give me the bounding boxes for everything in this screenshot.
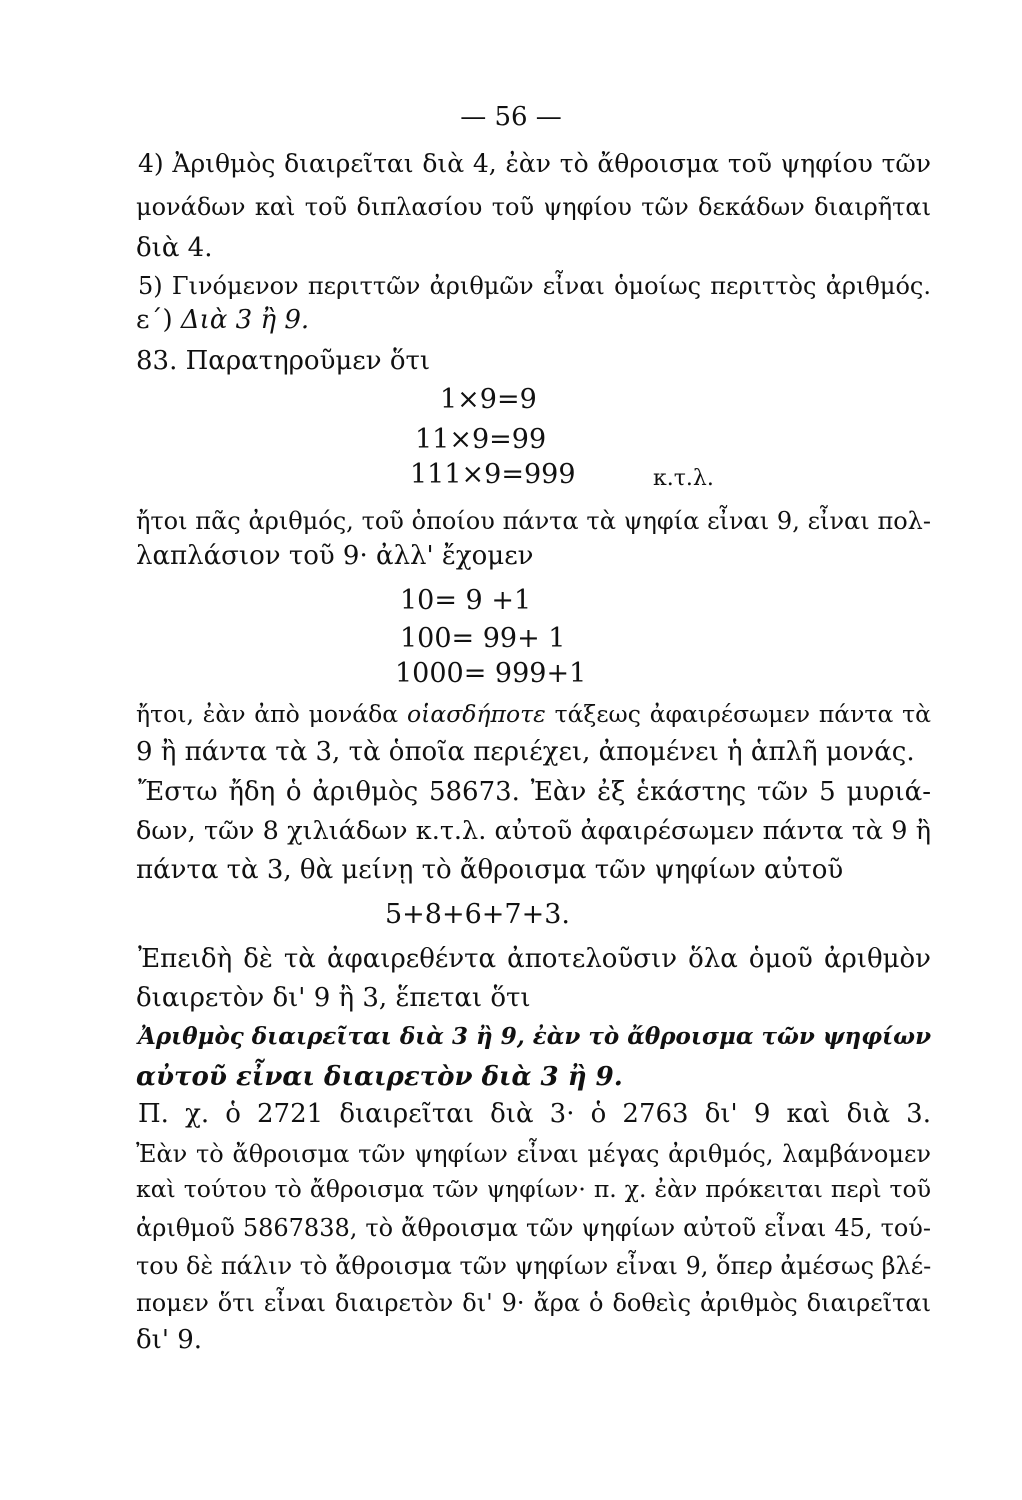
section-83-intro: 83. Παρατηροῦμεν ὅτι (136, 346, 431, 376)
example-line-4: ἀριθμοῦ 5867838, τὸ ἄθροισμα τῶν ψηφίων αὐτοῦ εἶναι 45, τού- (136, 1214, 931, 1242)
paragraph-1-line-2: λαπλάσιον τοῦ 9· ἀλλ' ἔχομεν (136, 541, 534, 571)
item-5-line-1: 5) Γινόμενον περιττῶν ἀριθμῶν εἶναι ὁμοίως περιττὸς ἀριθμός. (138, 272, 931, 300)
paragraph-2-line-2: 9 ἢ πάντα τὰ 3, τὰ ὁποῖα περιέχει, ἀπομένει ἡ ἁπλῆ μονάς. (136, 737, 915, 767)
subsection-label: ε΄) (136, 305, 173, 335)
item-4-line-1: 4) Ἀριθμὸς διαιρεῖται διὰ 4, ἐὰν τὸ ἄθροισμα τοῦ ψηφίου τῶν (138, 149, 931, 178)
example-line-1: Π. χ. ὁ 2721 διαιρεῖται διὰ 3· ὁ 2763 δι' 9 καὶ διὰ 3. (138, 1099, 931, 1129)
equation-2: 11×9=99 (415, 424, 547, 455)
paragraph-4-line-2: διαιρετὸν δι' 9 ἢ 3, ἕπεται ὅτι (136, 983, 531, 1013)
equation-5: 100= 99+ 1 (400, 623, 566, 654)
paragraph-4-line-1: Ἐπειδὴ δὲ τὰ ἀφαιρεθέντα ἀποτελοῦσιν ὅλα ὁμοῦ ἀριθμὸν (138, 944, 931, 974)
paragraph-3-line-3: πάντα τὰ 3, θὰ μείνῃ τὸ ἄθροισμα τῶν ψηφίων αὐτοῦ (136, 855, 844, 885)
rule-line-2: αὐτοῦ εἶναι διαιρετὸν διὰ 3 ἢ 9. (136, 1062, 623, 1092)
example-line-2: Ἐὰν τὸ ἄθροισμα τῶν ψηφίων εἶναι μέγας ἀριθμός, λαμβάνομεν (136, 1140, 931, 1168)
paragraph-1-line-1: ἤτοι πᾶς ἀριθμός, τοῦ ὁποίου πάντα τὰ ψηφία εἶναι 9, εἶναι πολ- (136, 507, 931, 535)
example-line-3: καὶ τούτου τὸ ἄθροισμα τῶν ψηφίων· π. χ. ἐὰν πρόκειται περὶ τοῦ (136, 1175, 931, 1203)
equation-1: 1×9=9 (440, 384, 537, 415)
digit-sum-equation: 5+8+6+7+3. (385, 899, 570, 930)
example-line-6: πομεν ὅτι εἶναι διαιρετὸν δι' 9· ἄρα ὁ δοθεὶς ἀριθμὸς διαιρεῖται (136, 1289, 931, 1317)
paragraph-3-line-1: Ἔστω ἤδη ὁ ἀριθμὸς 58673. Ἐὰν ἐξ ἑκάστης τῶν 5 μυριά- (138, 777, 931, 807)
paragraph-2-line-1 (136, 697, 931, 731)
equation-3: 111×9=999 (410, 459, 576, 490)
page-number: — 56 — (460, 102, 562, 132)
paragraph-2-line-1-end: τάξεως ἀφαιρέσωμεν πάντα τὰ (554, 700, 931, 728)
equation-6: 1000= 999+1 (395, 658, 587, 689)
subsection-heading (136, 303, 931, 337)
paragraph-2-line-1-start: ἤτοι, ἐὰν ἀπὸ μονάδα (136, 700, 399, 728)
equation-4: 10= 9 +1 (400, 585, 532, 616)
example-line-7: δι' 9. (136, 1325, 203, 1355)
etc-abbreviation: κ.τ.λ. (653, 466, 714, 491)
example-line-5: του δὲ πάλιν τὸ ἄθροισμα τῶν ψηφίων εἶναι 9, ὅπερ ἀμέσως βλέ- (136, 1252, 932, 1280)
paragraph-3-line-2: δων, τῶν 8 χιλιάδων κ.τ.λ. αὐτοῦ ἀφαιρέσωμεν πάντα τὰ 9 ἢ (136, 816, 931, 846)
item-4-line-3: διὰ 4. (136, 233, 213, 263)
subsection-title: Διὰ 3 ἢ 9. (180, 305, 310, 335)
rule-line-1: Ἀριθμὸς διαιρεῖται διὰ 3 ἢ 9, ἐὰν τὸ ἄθροισμα τῶν ψηφίων (138, 1023, 932, 1050)
item-4-line-2: μονάδων καὶ τοῦ διπλασίου τοῦ ψηφίου τῶν δεκάδων διαιρῆται (136, 193, 931, 221)
paragraph-2-emphasis: οἱασδήποτε (407, 700, 546, 728)
